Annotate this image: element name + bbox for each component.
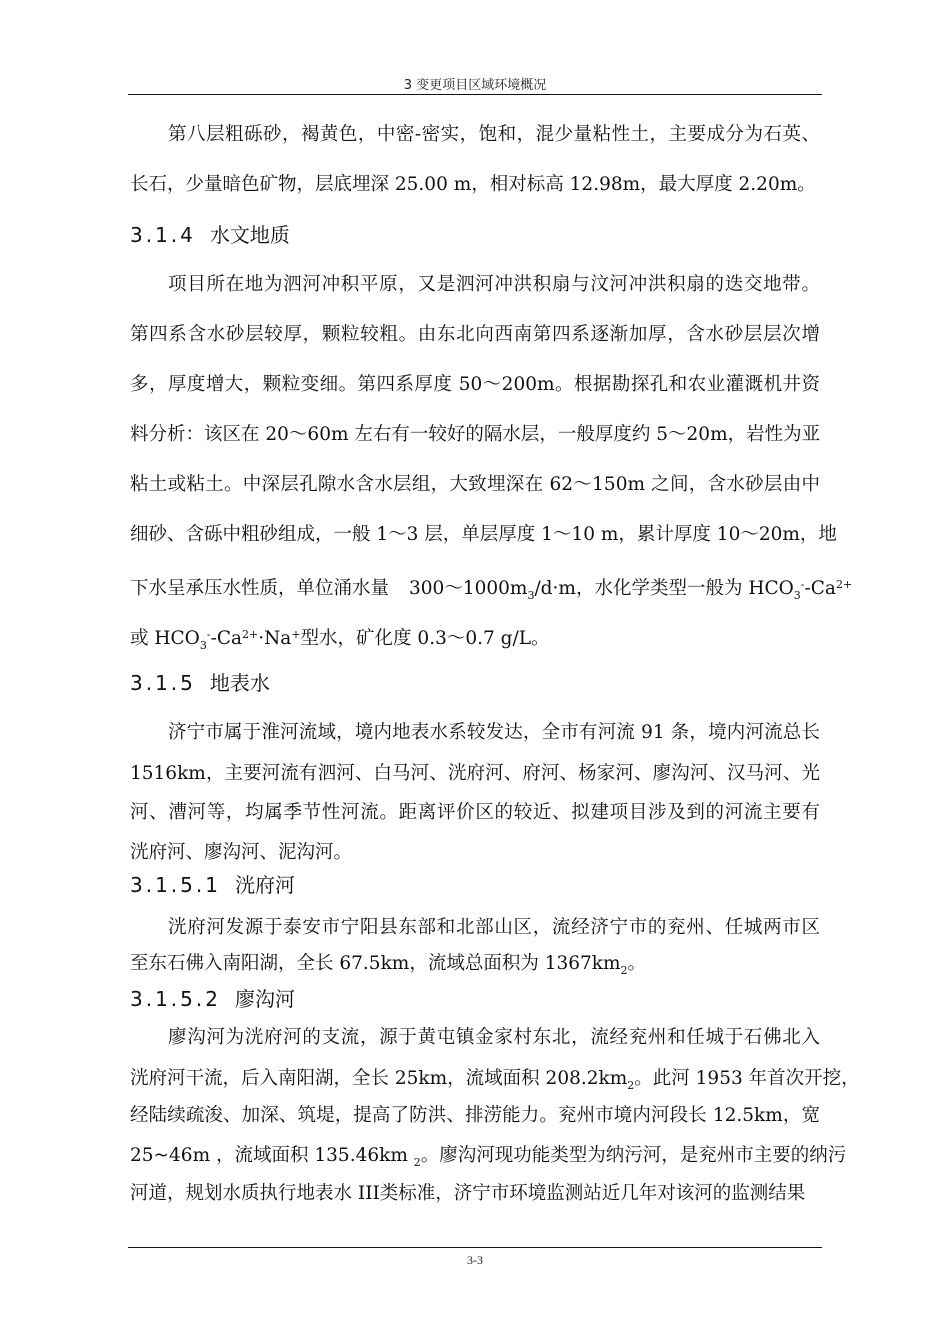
paragraph-line: 洸府河、廖沟河、泥沟河。	[130, 842, 353, 863]
subscript: 3	[527, 589, 535, 602]
paragraph-line	[130, 1066, 860, 1099]
paragraph-line: 河、漕河等，均属季节性河流。距离评价区的较近、拟建项目涉及到的河流主要有	[130, 802, 820, 823]
paragraph-line	[130, 951, 820, 984]
text-run: /d·m，水化学类型一般为 HCO	[534, 578, 794, 599]
header-rule	[128, 94, 822, 95]
paragraph-line: 细砂、含砾中粗砂组成，一般 1～3 层，单层厚度 1～10 m，累计厚度 10～20m，地	[130, 524, 837, 545]
text-run: 下水呈承压水性质，单位涌水量	[130, 578, 390, 599]
subscript: 3	[199, 639, 207, 652]
paragraph-line: 1516km，主要河流有泗河、白马河、洸府河、府河、杨家河、廖沟河、汉马河、光	[130, 763, 820, 784]
paragraph-line: 料分析：该区在 20～60m 左右有一较好的隔水层，一般厚度约 5～20m，岩性为亚	[130, 424, 821, 445]
text-run: ·Na	[258, 628, 292, 649]
paragraph-line	[130, 572, 853, 609]
text-run: 。	[627, 953, 647, 974]
page-number: 3-3	[467, 1253, 483, 1267]
subscript: 2	[620, 964, 628, 977]
section-number: 3.1.5.2	[130, 987, 221, 1011]
paragraph-line: 经陆续疏浚、加深、筑堤，提高了防洪、排涝能力。兖州市境内河段长 12.5km，宽	[130, 1105, 820, 1126]
superscript: 2+	[242, 628, 259, 641]
text-run: 型水，矿化度 0.3～0.7 g/L。	[300, 628, 550, 649]
paragraph-line: 长石，少量暗色矿物，层底埋深 25.00 m，相对标高 12.98m，最大厚度 2.20m。	[130, 174, 816, 195]
section-number: 3.1.5.1	[130, 873, 221, 897]
text-run: 300～1000m	[409, 578, 528, 599]
paragraph-line: 河道，规划水质执行地表水 III类标准，济宁市环境监测站近几年对该河的监测结果	[130, 1183, 806, 1204]
text-run: 25~46m ，流域面积 135.46km	[130, 1145, 414, 1166]
subscript: 2	[413, 1156, 421, 1169]
page-header: 3 变更项目区域环境概况	[403, 78, 547, 93]
text-run: 至东石佛入南阳湖，全长 67.5km，流域总面积为 1367km	[130, 953, 621, 974]
paragraph-line: 第八层粗砾砂，褐黄色，中密-密实，饱和，混少量粘性土，主要成分为石英、	[168, 124, 820, 145]
section-heading-3-1-5-2	[130, 986, 295, 1012]
text-run: 或 HCO	[130, 628, 200, 649]
superscript: -	[800, 578, 805, 591]
footer-rule	[128, 1247, 822, 1248]
paragraph-line: 济宁市属于淮河流域，境内地表水系较发达，全市有河流 91 条，境内河流总长	[168, 722, 820, 743]
paragraph-line: 多，厚度增大，颗粒变细。第四系厚度 50～200m。根据勘探孔和农业灌溉机井资	[130, 374, 820, 395]
paragraph-line	[130, 1143, 847, 1176]
subscript: 3	[793, 589, 801, 602]
paragraph-line: 粘土或粘土。中深层孔隙水含水层组，大致埋深在 62～150m 之间，含水砂层由中	[130, 474, 820, 495]
superscript: 2+	[835, 578, 853, 591]
section-heading-3-1-5	[130, 670, 270, 696]
text-run: -Ca	[804, 578, 836, 599]
section-title: 地表水	[209, 671, 270, 695]
section-number: 3.1.4	[130, 223, 196, 247]
paragraph-line: 洸府河发源于泰安市宁阳县东部和北部山区，流经济宁市的兖州、任城两市区	[168, 917, 820, 938]
section-heading-3-1-5-1	[130, 872, 295, 898]
text-run: 。此河 1953 年首次开挖，	[634, 1068, 860, 1089]
paragraph-line: 项目所在地为泗河冲积平原，又是泗河冲洪积扇与汶河冲洪积扇的迭交地带。	[168, 274, 820, 295]
subscript: 2	[627, 1079, 635, 1092]
section-title: 洸府河	[234, 873, 295, 897]
paragraph-line	[130, 622, 820, 659]
section-title: 水文地质	[209, 223, 290, 247]
superscript: -	[206, 628, 211, 641]
section-number: 3.1.5	[130, 671, 196, 695]
paragraph-line: 廖沟河为洸府河的支流，源于黄屯镇金家村东北，流经兖州和任城于石佛北入	[168, 1027, 820, 1048]
paragraph-line: 第四系含水砂层较厚，颗粒较粗。由东北向西南第四系逐渐加厚，含水砂层层次增	[130, 324, 820, 345]
section-heading-3-1-4	[130, 222, 290, 248]
text-run: 洸府河干流，后入南阳湖，全长 25km，流域面积 208.2km	[130, 1068, 628, 1089]
text-run: -Ca	[210, 628, 242, 649]
section-title: 廖沟河	[234, 987, 295, 1011]
superscript: +	[291, 628, 301, 641]
text-run: 。廖沟河现功能类型为纳污河，是兖州市主要的纳污	[420, 1145, 847, 1166]
